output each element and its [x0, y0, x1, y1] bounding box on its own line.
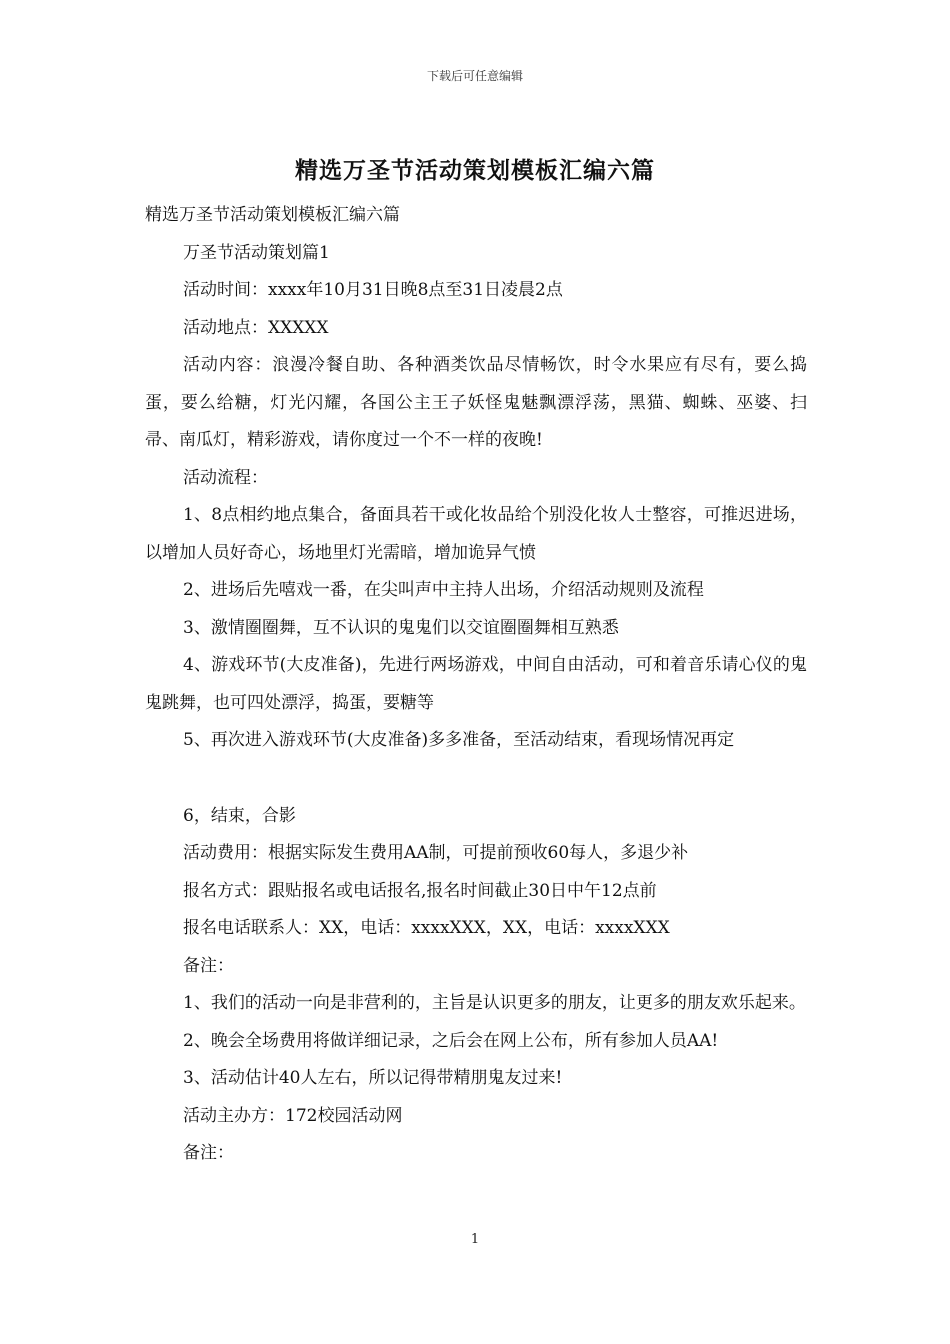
process-step-6: 6，结束，合影	[183, 805, 296, 826]
process-step-1: 1、8点相约地点集合，备面具若干或化妆品给个别没化妆人士整容，可推迟进场，以增加人员好奇心，场地里灯光需暗，增加诡异气愤	[145, 505, 807, 563]
notes-heading: 备注：	[183, 955, 234, 976]
process-step-5: 5、再次进入游戏环节(大皮准备)多多准备，至活动结束，看现场情况再定	[183, 730, 735, 750]
event-content: 活动内容：浪漫冷餐自助、各种酒类饮品尽情畅饮，时令水果应有尽有，要么捣蛋，要么给糖，灯光闪耀，各国公主王子妖怪鬼魅飘漂浮荡，黑猫、蜘蛛、巫婆、扫帚、南瓜灯，精彩游戏，请你度过一个不一样的夜晚!	[145, 355, 807, 450]
event-location: 活动地点：XXXXX	[183, 317, 329, 338]
blank-line	[145, 760, 807, 798]
note-2: 2、晚会全场费用将做详细记录，之后会在网上公布，所有参加人员AA!	[183, 1030, 719, 1051]
notes-heading-2: 备注：	[183, 1143, 234, 1163]
section-heading: 万圣节活动策划篇1	[183, 242, 330, 263]
page-number: 1	[470, 1232, 480, 1247]
note-3: 3、活动估计40人左右，所以记得带精朋鬼友过来!	[183, 1068, 563, 1088]
process-step-3: 3、激情圈圈舞，互不认识的鬼鬼们以交谊圈圈舞相互熟悉	[183, 617, 619, 638]
event-process-heading: 活动流程：	[183, 467, 268, 488]
process-step-4: 4、游戏环节(大皮准备)，先进行两场游戏，中间自由活动，可和着音乐请心仪的鬼鬼跳舞，也可四处漂浮，捣蛋，要糖等	[145, 655, 807, 713]
document-title: 精选万圣节活动策划模板汇编六篇	[295, 157, 655, 184]
registration-contact: 报名电话联系人：XX，电话：xxxxXXX，XX，电话：xxxxXXX	[183, 918, 670, 938]
process-step-2: 2、进场后先嘻戏一番，在尖叫声中主持人出场，介绍活动规则及流程	[183, 580, 704, 600]
note-1: 1、我们的活动一向是非营利的，主旨是认识更多的朋友，让更多的朋友欢乐起来。	[183, 993, 806, 1013]
event-fee: 活动费用：根据实际发生费用AA制，可提前预收60每人，多退少补	[183, 843, 689, 863]
document-body	[145, 197, 807, 1173]
event-organizer: 活动主办方：172校园活动网	[183, 1105, 403, 1126]
page-header: 下载后可任意编辑	[426, 69, 523, 83]
registration-method: 报名方式：跟贴报名或电话报名,报名时间截止30日中午12点前	[183, 880, 657, 901]
subtitle-paragraph: 精选万圣节活动策划模板汇编六篇	[145, 205, 400, 225]
event-time: 活动时间：xxxx年10月31日晚8点至31日凌晨2点	[183, 280, 563, 300]
